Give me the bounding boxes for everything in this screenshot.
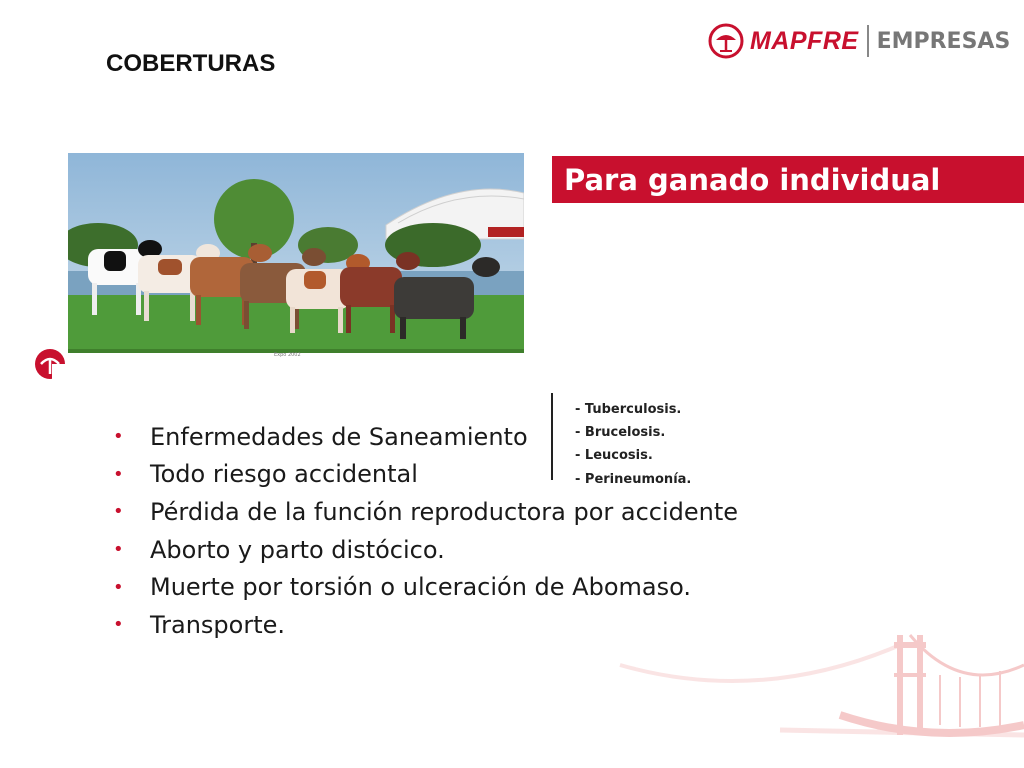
bullet-icon: • [113, 463, 124, 485]
bullet-icon: • [113, 576, 124, 598]
list-item: • Muerte por torsión o ulceración de Abomaso. [113, 573, 691, 602]
list-item: - Brucelosis. [575, 425, 666, 441]
logo-subtitle: EMPRESAS [876, 28, 1011, 54]
list-item: • Pérdida de la función reproductora por accidente [113, 497, 739, 526]
banner-individual-cattle [552, 156, 1024, 203]
bullet-icon: • [113, 614, 124, 636]
mapfre-side-emblem-icon [34, 348, 66, 380]
list-item: • Todo riesgo accidental [113, 460, 418, 489]
mapfre-logo [708, 22, 1010, 60]
list-item: - Perineumonía. [575, 471, 692, 487]
logo-brand: MAPFRE [750, 26, 859, 55]
sanitation-disease-list [575, 398, 691, 491]
photo-caption: Expo 2002 [274, 352, 301, 358]
cattle-photo [68, 153, 524, 353]
bullet-icon: • [113, 426, 124, 448]
sublist-bracket [551, 393, 553, 480]
logo-separator [867, 25, 869, 57]
bullet-icon: • [113, 501, 124, 523]
banner-title: Para ganado individual [564, 162, 941, 197]
bridge-watermark [600, 615, 1024, 768]
list-item: - Leucosis. [575, 448, 653, 464]
section-title: COBERTURAS [106, 50, 276, 77]
list-item: • Enfermedades de Saneamiento [113, 422, 528, 451]
bullet-icon: • [113, 539, 124, 561]
list-item: - Tuberculosis. [575, 402, 682, 417]
mapfre-emblem-icon [708, 23, 744, 59]
list-item: • Aborto y parto distócico. [113, 535, 445, 564]
list-item: • Transporte. [113, 610, 286, 639]
cattle-illustration [68, 153, 524, 353]
